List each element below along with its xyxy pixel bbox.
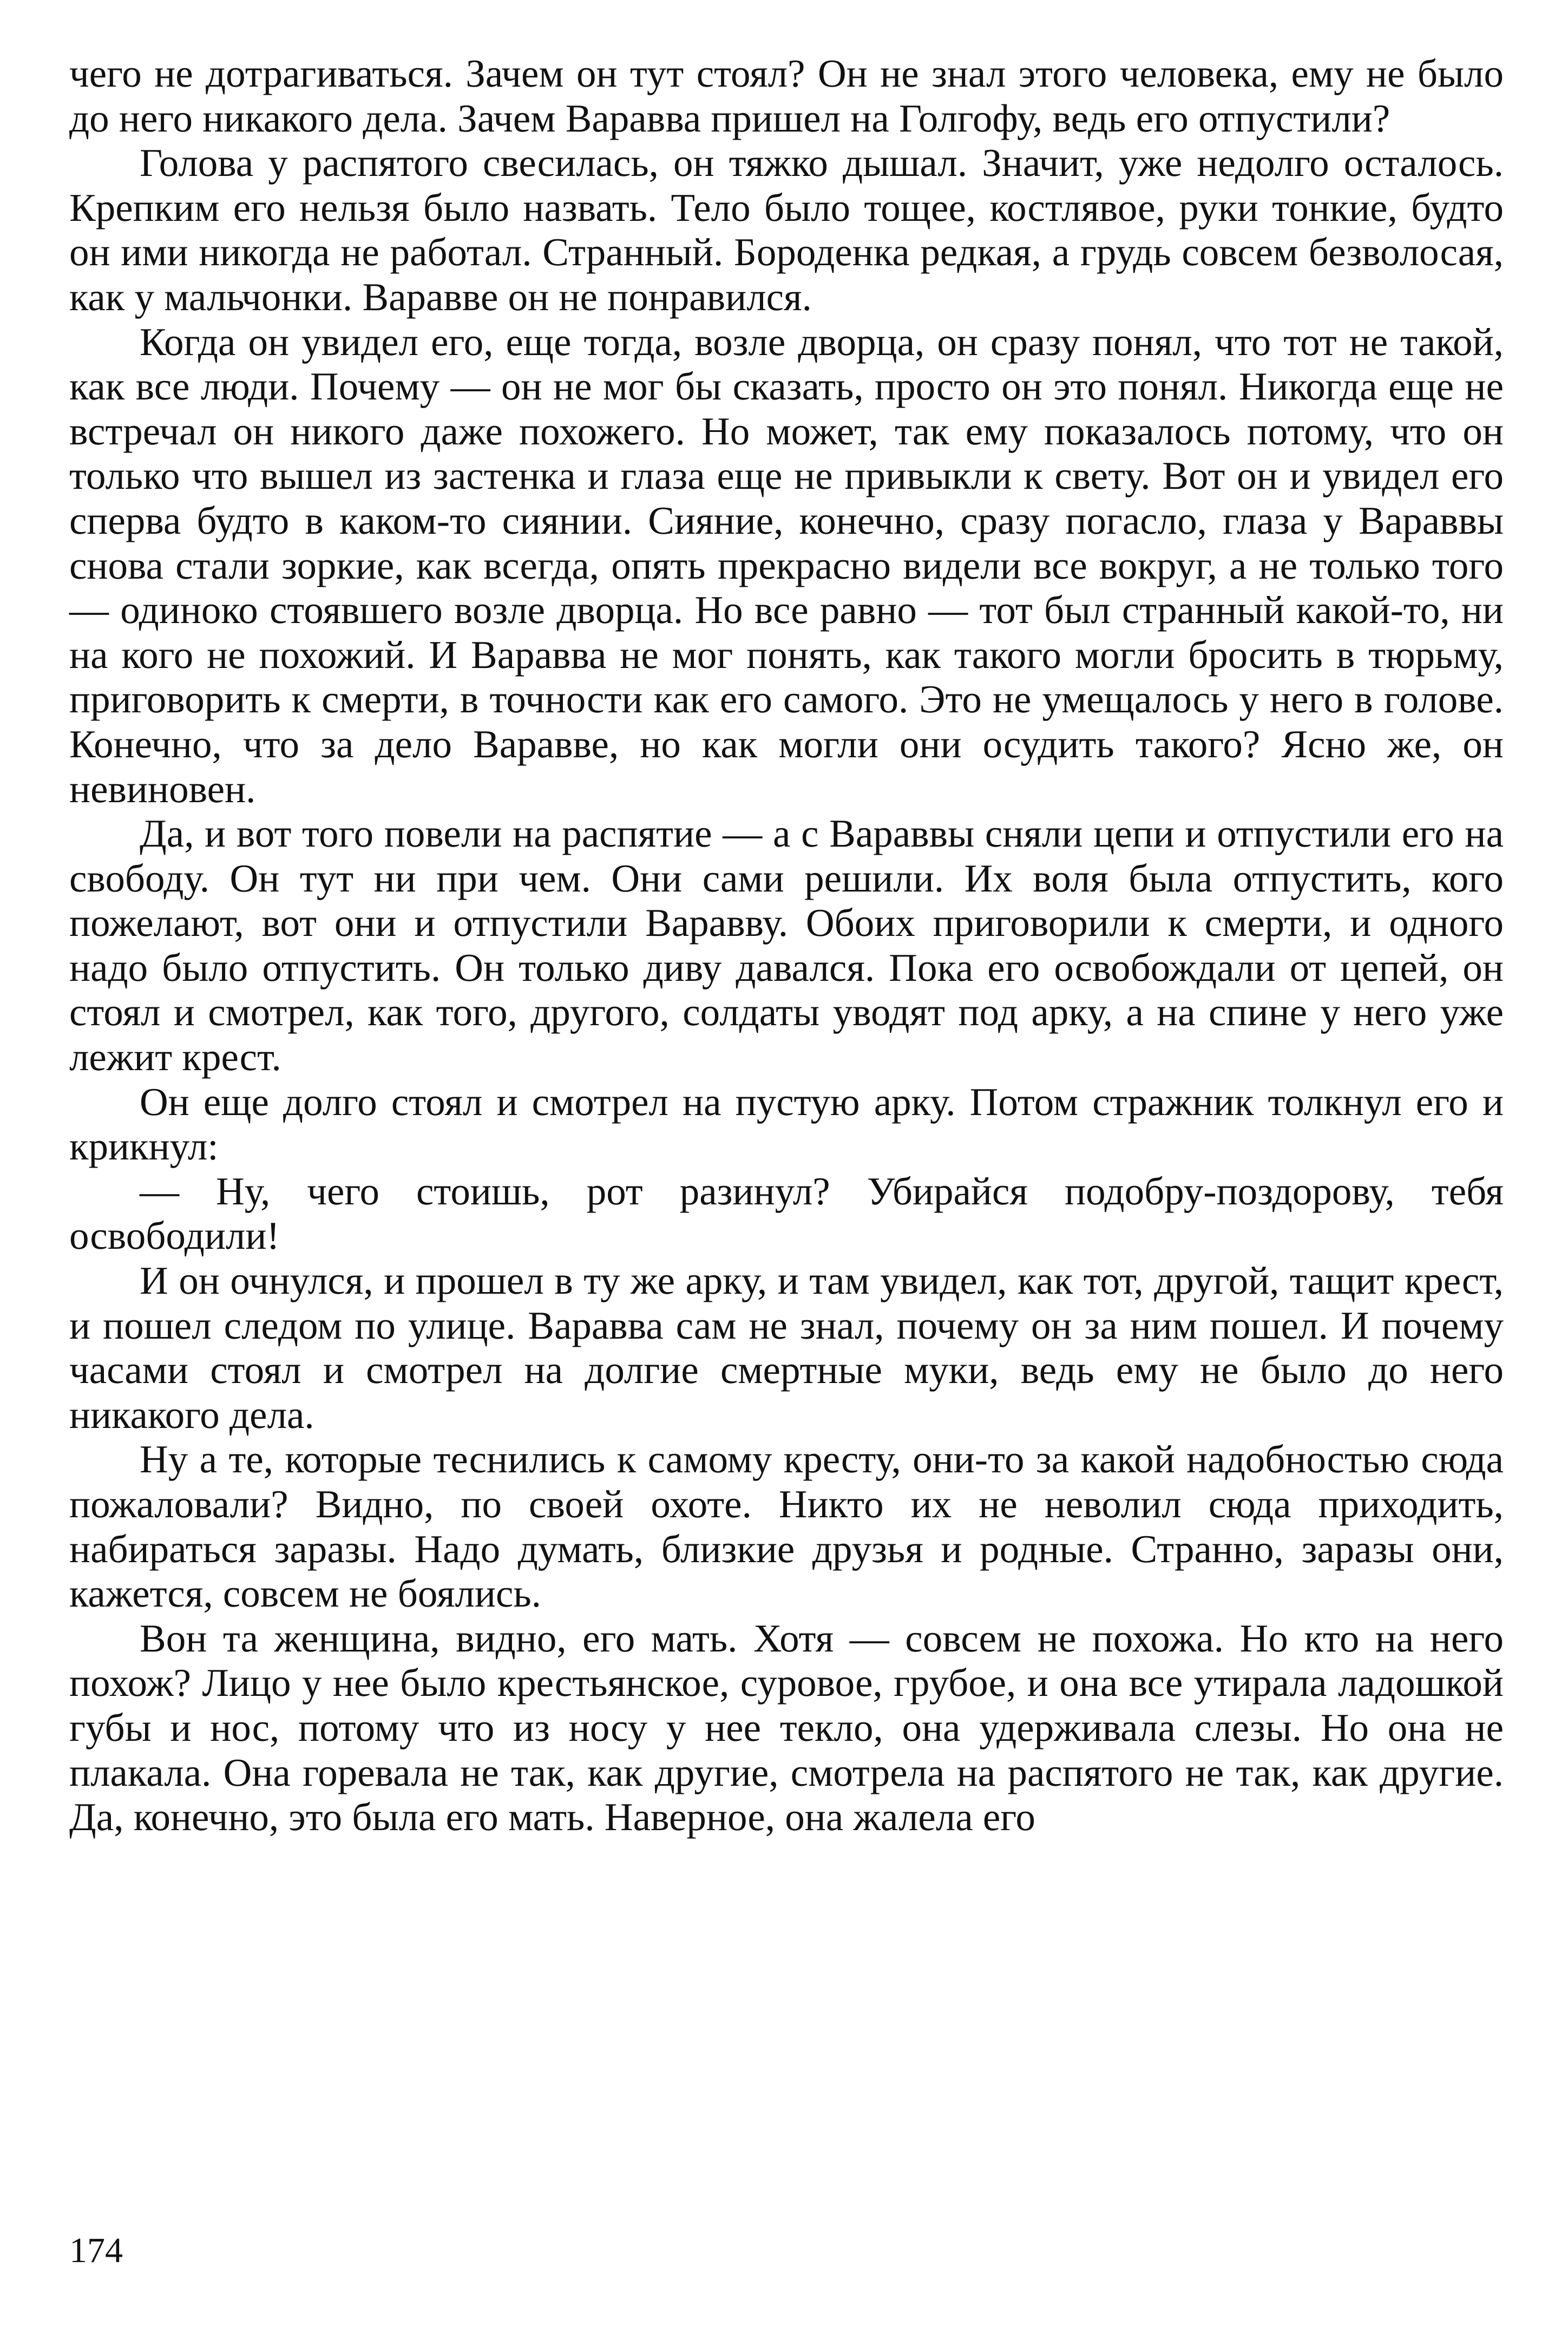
paragraph-3: Когда он увидел его, еще тогда, возле дворца, он сразу понял, что тот не такой, как все люди. Почему — он не мог бы сказать, просто он это понял. Никогда еще не встречал он никого даже похожего. Но может, так ему показалось потому, что он только что вышел из застенка и глаза еще не привыкли к свету. Вот он и увидел его сперва будто в каком-то сиянии. Сияние, конечно, сразу погасло, глаза у Вараввы снова стали зоркие, как всегда, опять прекрасно видели все вокруг, а не только того — одиноко стоявшего возле дворца. Но все равно — тот был странный какой-то, ни на кого не похожий. И Варавва не мог понять, как такого могли бросить в тюрьму, приговорить к смерти, в точности как его самого. Это не умещалось у него в голове. Конечно, что за дело Варавве, но как могли они осудить такого? Ясно же, он невиновен.: [69, 319, 1504, 811]
paragraph-2: Голова у распятого свесилась, он тяжко дышал. Значит, уже недолго осталось. Крепким его нельзя было назвать. Тело было тощее, костлявое, руки тонкие, будто он ими никогда не работал. Странный. Бороденка редкая, а грудь совсем безволосая, как у мальчонки. Варавве он не понравился.: [69, 141, 1504, 319]
page-number: 174: [69, 2231, 123, 2270]
paragraph-4: Да, и вот того повели на распятие — а с Вараввы сняли цепи и отпустили его на свободу. Он тут ни при чем. Они сами решили. Их воля была отпустить, кого пожелают, вот они и отпустили Варавву. Обоих приговорили к смерти, и одного надо было отпустить. Он только диву давался. Пока его освобождали от цепей, он стоял и смотрел, как того, другого, солдаты уводят под арку, а на спине у него уже лежит крест.: [69, 811, 1504, 1079]
paragraph-9: Вон та женщина, видно, его мать. Хотя — совсем не похожа. Но кто на него похож? Лицо у нее было крестьянское, суровое, грубое, и она все утирала ладошкой губы и нос, потому что из носу у нее текло, она удерживала слезы. Но она не плакала. Она горевала не так, как другие, смотрела на распятого не так, как другие. Да, конечно, это была его мать. Наверное, она жалела его: [69, 1616, 1504, 1839]
paragraph-7: И он очнулся, и прошел в ту же арку, и там увидел, как тот, другой, тащит крест, и пошел следом по улице. Варавва сам не знал, почему он за ним пошел. И почему часами стоял и смотрел на долгие смертные муки, ведь ему не было до него никакого дела.: [69, 1259, 1504, 1437]
paragraph-8: Ну а те, которые теснились к самому кресту, они-то за какой надобностью сюда пожаловали? Видно, по своей охоте. Никто их не неволил сюда приходить, набираться заразы. Надо думать, близкие друзья и родные. Странно, заразы они, кажется, совсем не боялись.: [69, 1437, 1504, 1616]
body-text: [69, 51, 1504, 1840]
paragraph-1: чего не дотрагиваться. Зачем он тут стоял? Он не знал этого человека, ему не было до него никакого дела. Зачем Варавва пришел на Голгофу, ведь его отпустили?: [69, 51, 1504, 140]
paragraph-5: Он еще долго стоял и смотрел на пустую арку. Потом стражник толкнул его и крикнул:: [69, 1079, 1504, 1169]
paragraph-6-dialogue: — Ну, чего стоишь, рот разинул? Убирайся подобру-поздорову, тебя освободили!: [69, 1169, 1504, 1258]
